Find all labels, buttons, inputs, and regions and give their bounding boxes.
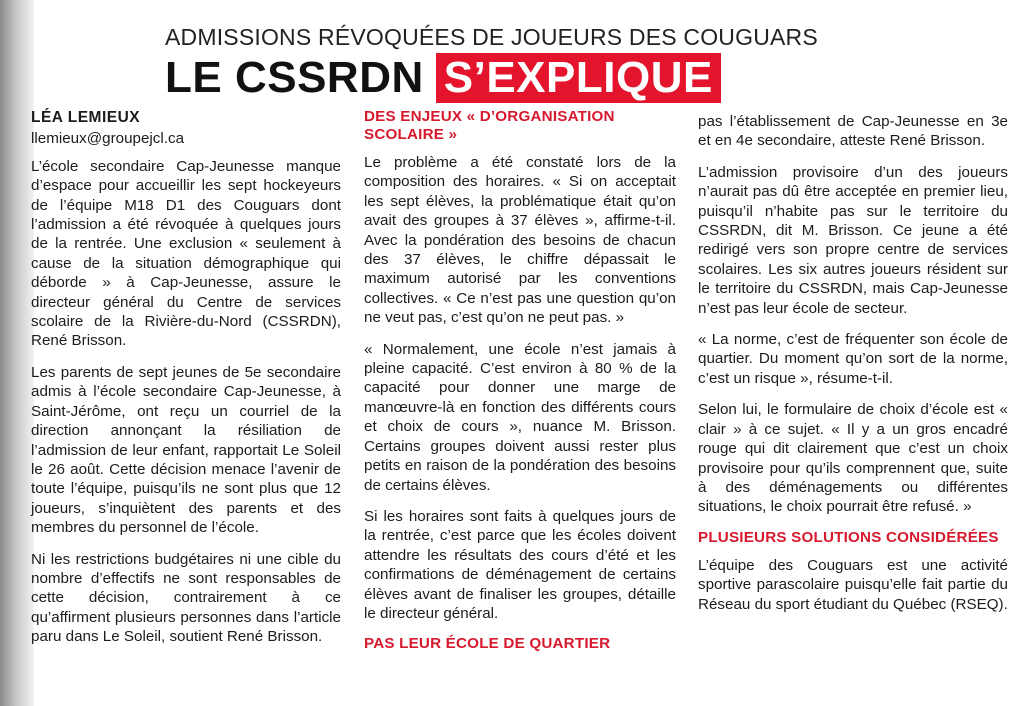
author-email: llemieux@groupejcl.ca bbox=[31, 130, 185, 148]
headline-accent: S’EXPLIQUE bbox=[436, 53, 721, 103]
paragraph: Le problème a été constaté lors de la composition des horaires. « Si on acceptait les sept élèves, la problématique était qu’on avait des groupes à 37 élèves », affirme-t-il. Avec la pondération des besoins de chacun des 37 élèves, le chiffre dépassait le maximum autorisé par les conventions collectives. « Ce n’est pas une question qu’on ne veut pas, c’est qu’on ne peut pas. » bbox=[364, 154, 676, 327]
subhead-ecole-de-quartier: PAS LEUR ÉCOLE DE QUARTIER bbox=[364, 635, 611, 653]
paragraph: L’école secondaire Cap-Jeunesse manque d’espace pour accueillir les sept hockeyeurs de l’équipe M18 D1 des Couguars dont l’admission a été révoquée à quelques jours de la rentrée. Une exclusion « seulement à cause de la situation démographique qui déborde » à Cap-Jeunesse, assure le directeur général du Centre de services scolaire de la Rivière-du-Nord (CSSRDN), René Brisson. bbox=[31, 157, 341, 350]
author-name: LÉA LEMIEUX bbox=[31, 109, 141, 126]
article-kicker: ADMISSIONS RÉVOQUÉES DE JOUEURS DES COUGUARS bbox=[165, 24, 818, 50]
headline-main: LE CSSRDN bbox=[165, 53, 424, 102]
headline bbox=[165, 53, 721, 103]
paragraph: pas l’établissement de Cap-Jeunesse en 3e et en 4e secondaire, atteste René Brisson. bbox=[698, 113, 1008, 150]
subhead-organisation-scolaire: DES ENJEUX « D’ORGANISATION SCOLAIRE » bbox=[364, 108, 615, 143]
column-1 bbox=[31, 108, 341, 659]
paragraph: Selon lui, le formulaire de choix d’école est « clair » à ce sujet. « Il y a un gros encadré rouge qui dit clairement que c’est un choix provisoire pour qu’ils comprennent que, suite à des déménagements ou différentes situations, le choix pourrait être refusé. » bbox=[698, 401, 1008, 516]
paragraph: « La norme, c’est de fréquenter son école de quartier. Du moment qu’on sort de la norme, c’est un risque », résume-t-il. bbox=[698, 331, 1008, 387]
paragraph: L’équipe des Couguars est une activité sportive parascolaire puisqu’elle fait partie du Réseau du sport étudiant du Québec (RSEQ). bbox=[698, 556, 1008, 613]
paragraph: Les parents de sept jeunes de 5e secondaire admis à l’école secondaire Cap-Jeunesse, à Saint-Jérôme, ont reçu un courriel de la direction annonçant la résiliation de l’admission de leur enfant, rapportait Le Soleil le 26 août. Cette décision menace l’avenir de toute l’équipe, puisqu’ils ne sont plus que 12 joueurs, s’inquiètent des parents et des membres du personnel de l’école. bbox=[31, 363, 341, 537]
paragraph: Ni les restrictions budgétaires ni une cible du nombre d’effectifs ne sont responsables de cette décision, contrairement à ce qu’affirment plusieurs personnes dans l’article paru dans Le Soleil, soutient René Brisson. bbox=[31, 550, 341, 646]
paragraph: « Normalement, une école n’est jamais à pleine capacité. C’est environ à 80 % de la capacité pour donner une marge de manœuvre-là en fonction des différents cours et choix de cours », nuance M. Brisson. Certains groupes doivent aussi rester plus petits en raison de la pondération des besoins de certains élèves. bbox=[364, 340, 676, 494]
subhead-solutions: PLUSIEURS SOLUTIONS CONSIDÉRÉES bbox=[698, 528, 999, 546]
column-2 bbox=[364, 108, 676, 662]
paragraph: Si les horaires sont faits à quelques jours de la rentrée, c’est parce que les écoles doivent attendre les résultats des cours d’été et les confirmations de déménagement de certains élèves avant de finaliser les groupes, détaille le directeur général. bbox=[364, 507, 676, 622]
paragraph: L’admission provisoire d’un des joueurs n’aurait pas dû être acceptée en premier lieu, puisqu’il n’habite pas sur le territoire du CSSRDN, dit M. Brisson. Ce jeune a été redirigé vers son propre centre de services scolaires. Les six autres joueurs résident sur le territoire du CSSRDN, mais Cap-Jeunesse n’est pas leur école de secteur. bbox=[698, 163, 1008, 317]
column-3 bbox=[698, 112, 1008, 626]
page-fold-shadow bbox=[0, 0, 34, 706]
